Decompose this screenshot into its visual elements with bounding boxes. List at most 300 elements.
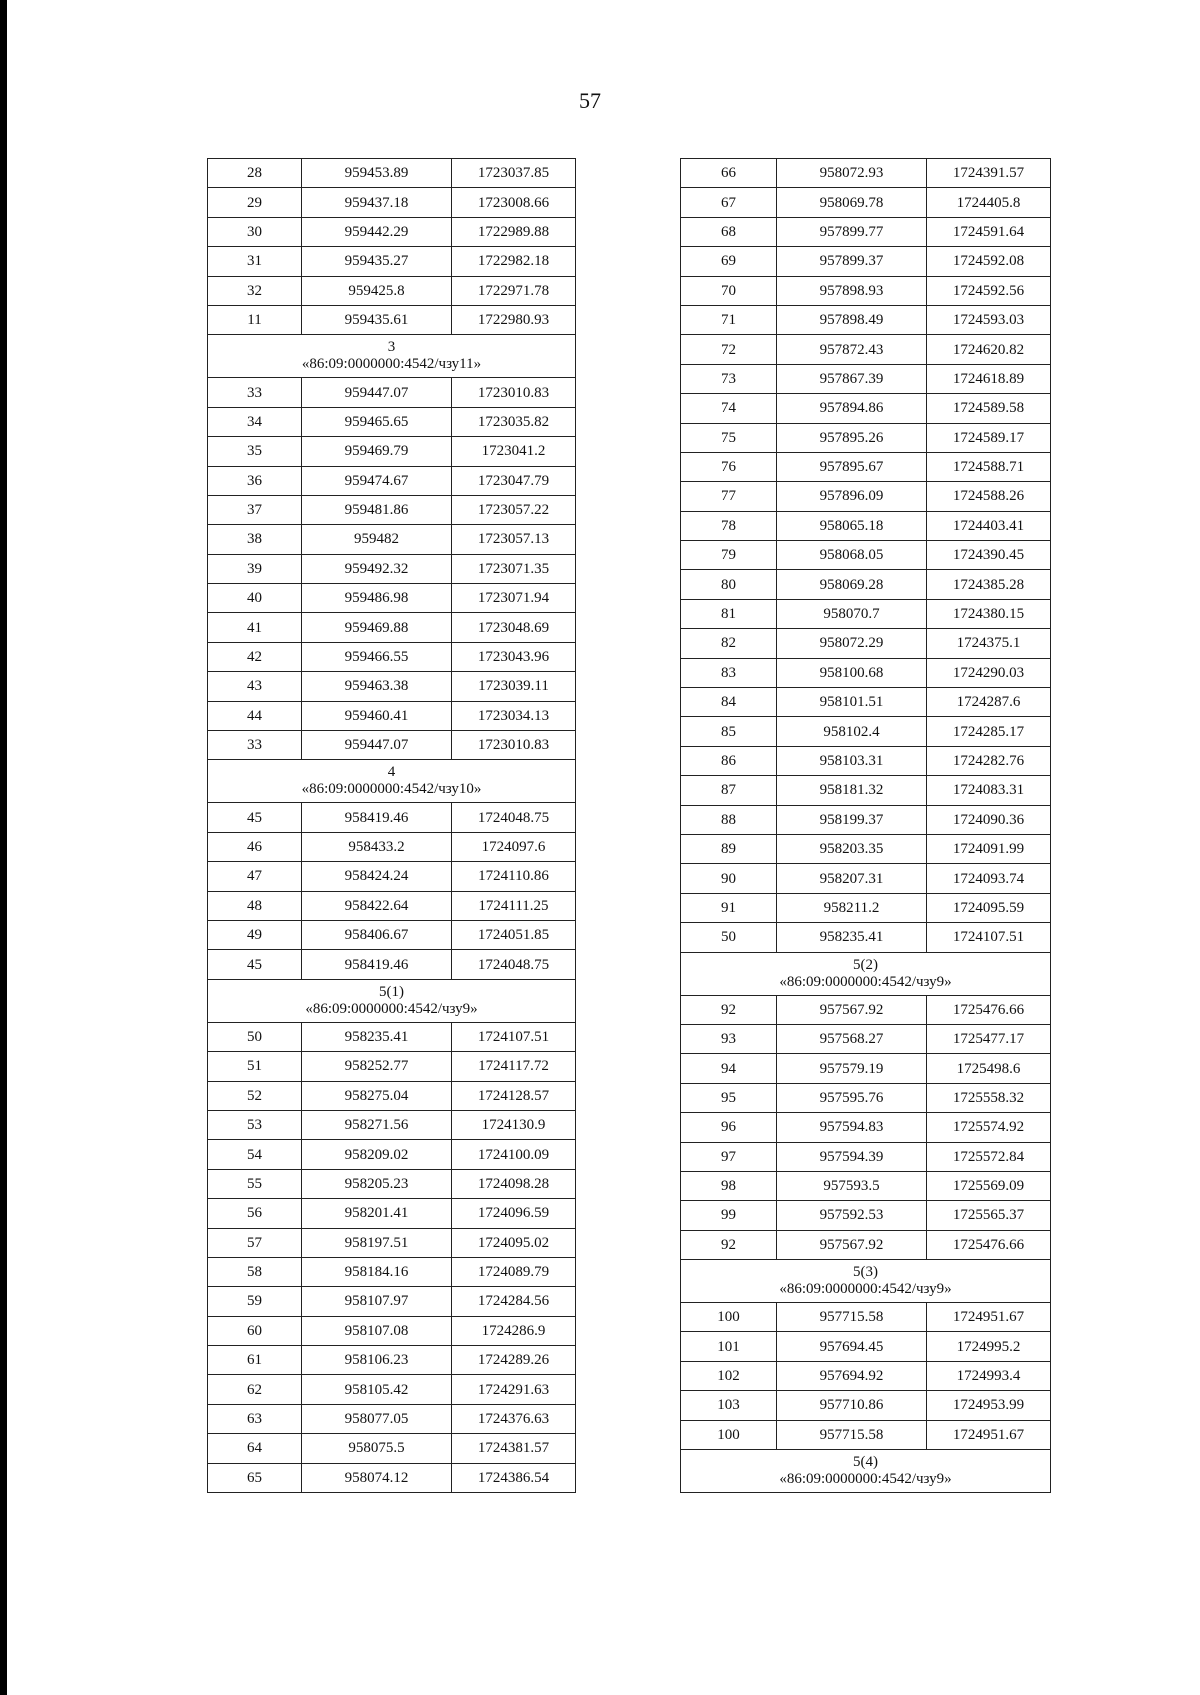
x-coordinate-cell: 958252.77 — [302, 1052, 452, 1081]
x-coordinate-cell: 957694.45 — [777, 1332, 927, 1361]
point-number-cell: 42 — [208, 642, 302, 671]
section-header-cell — [681, 952, 1051, 995]
point-number-cell: 60 — [208, 1316, 302, 1345]
section-header-row — [208, 335, 576, 378]
x-coordinate-cell: 959437.18 — [302, 188, 452, 217]
x-coordinate-cell: 959482 — [302, 525, 452, 554]
table-row — [681, 276, 1051, 305]
point-number-cell: 101 — [681, 1332, 777, 1361]
x-coordinate-cell: 958271.56 — [302, 1110, 452, 1139]
y-coordinate-cell: 1723071.94 — [452, 584, 576, 613]
point-number-cell: 49 — [208, 920, 302, 949]
y-coordinate-cell: 1724951.67 — [927, 1420, 1051, 1449]
table-row — [208, 1463, 576, 1492]
x-coordinate-cell: 958074.12 — [302, 1463, 452, 1492]
section-number: 5(4) — [853, 1454, 878, 1471]
x-coordinate-cell: 958419.46 — [302, 803, 452, 832]
point-number-cell: 69 — [681, 247, 777, 276]
point-number-cell: 64 — [208, 1434, 302, 1463]
table-row — [208, 862, 576, 891]
x-coordinate-cell: 958211.2 — [777, 893, 927, 922]
x-coordinate-cell: 959447.07 — [302, 378, 452, 407]
y-coordinate-cell: 1724130.9 — [452, 1110, 576, 1139]
y-coordinate-cell: 1723048.69 — [452, 613, 576, 642]
point-number-cell: 74 — [681, 394, 777, 423]
x-coordinate-cell: 957898.93 — [777, 276, 927, 305]
table-row — [681, 570, 1051, 599]
y-coordinate-cell: 1724376.63 — [452, 1404, 576, 1433]
table-row — [681, 1024, 1051, 1053]
table-row — [208, 407, 576, 436]
x-coordinate-cell: 957899.77 — [777, 217, 927, 246]
x-coordinate-cell: 957594.83 — [777, 1113, 927, 1142]
table-row — [681, 923, 1051, 952]
point-number-cell: 99 — [681, 1201, 777, 1230]
x-coordinate-cell: 959435.27 — [302, 247, 452, 276]
x-coordinate-cell: 958201.41 — [302, 1199, 452, 1228]
y-coordinate-cell: 1724951.67 — [927, 1303, 1051, 1332]
y-coordinate-cell: 1724291.63 — [452, 1375, 576, 1404]
point-number-cell: 66 — [681, 159, 777, 188]
point-number-cell: 86 — [681, 746, 777, 775]
y-coordinate-cell: 1724090.36 — [927, 805, 1051, 834]
y-coordinate-cell: 1723057.13 — [452, 525, 576, 554]
x-coordinate-cell: 957568.27 — [777, 1024, 927, 1053]
section-number: 3 — [387, 339, 396, 356]
y-coordinate-cell: 1724048.75 — [452, 803, 576, 832]
table-row — [208, 525, 576, 554]
point-number-cell: 55 — [208, 1169, 302, 1198]
y-coordinate-cell: 1724111.25 — [452, 891, 576, 920]
x-coordinate-cell: 958235.41 — [777, 923, 927, 952]
point-number-cell: 61 — [208, 1346, 302, 1375]
section-number: 5(1) — [379, 983, 404, 1000]
x-coordinate-cell: 958419.46 — [302, 950, 452, 979]
point-number-cell: 47 — [208, 862, 302, 891]
x-coordinate-cell: 958197.51 — [302, 1228, 452, 1257]
y-coordinate-cell: 1724995.2 — [927, 1332, 1051, 1361]
point-number-cell: 76 — [681, 452, 777, 481]
table-row — [681, 1142, 1051, 1171]
table-row — [208, 437, 576, 466]
y-coordinate-cell: 1724993.4 — [927, 1361, 1051, 1390]
y-coordinate-cell: 1724287.6 — [927, 688, 1051, 717]
x-coordinate-cell: 957867.39 — [777, 364, 927, 393]
table-row — [681, 893, 1051, 922]
y-coordinate-cell: 1724390.45 — [927, 541, 1051, 570]
point-number-cell: 96 — [681, 1113, 777, 1142]
y-coordinate-cell: 1723010.83 — [452, 731, 576, 760]
y-coordinate-cell: 1724592.56 — [927, 276, 1051, 305]
y-coordinate-cell: 1722980.93 — [452, 305, 576, 334]
y-coordinate-cell: 1724405.8 — [927, 188, 1051, 217]
y-coordinate-cell: 1724117.72 — [452, 1052, 576, 1081]
table-row — [208, 188, 576, 217]
point-number-cell: 59 — [208, 1287, 302, 1316]
table-row — [681, 1420, 1051, 1449]
x-coordinate-cell: 958424.24 — [302, 862, 452, 891]
x-coordinate-cell: 957694.92 — [777, 1361, 927, 1390]
point-number-cell: 79 — [681, 541, 777, 570]
point-number-cell: 50 — [208, 1022, 302, 1051]
point-number-cell: 56 — [208, 1199, 302, 1228]
x-coordinate-cell: 958077.05 — [302, 1404, 452, 1433]
y-coordinate-cell: 1724290.03 — [927, 658, 1051, 687]
y-coordinate-cell: 1725498.6 — [927, 1054, 1051, 1083]
table-row — [208, 378, 576, 407]
y-coordinate-cell: 1724591.64 — [927, 217, 1051, 246]
table-row — [208, 701, 576, 730]
section-cadastral-id: «86:09:0000000:4542/чзу9» — [779, 973, 952, 990]
point-number-cell: 72 — [681, 335, 777, 364]
table-row — [208, 613, 576, 642]
y-coordinate-cell: 1724953.99 — [927, 1391, 1051, 1420]
y-coordinate-cell: 1724097.6 — [452, 832, 576, 861]
table-row — [208, 305, 576, 334]
y-coordinate-cell: 1724588.26 — [927, 482, 1051, 511]
table-row — [681, 1201, 1051, 1230]
x-coordinate-cell: 957593.5 — [777, 1171, 927, 1200]
table-row — [208, 1052, 576, 1081]
y-coordinate-cell: 1724051.85 — [452, 920, 576, 949]
x-coordinate-cell: 958199.37 — [777, 805, 927, 834]
coordinates-table-right — [680, 158, 1051, 1493]
x-coordinate-cell: 959453.89 — [302, 159, 452, 188]
point-number-cell: 54 — [208, 1140, 302, 1169]
section-cadastral-id: «86:09:0000000:4542/чзу11» — [301, 356, 482, 373]
section-header-cell — [208, 979, 576, 1022]
y-coordinate-cell: 1724093.74 — [927, 864, 1051, 893]
table-row — [681, 217, 1051, 246]
x-coordinate-cell: 958184.16 — [302, 1257, 452, 1286]
y-coordinate-cell: 1724107.51 — [452, 1022, 576, 1051]
point-number-cell: 46 — [208, 832, 302, 861]
table-row — [681, 423, 1051, 452]
point-number-cell: 75 — [681, 423, 777, 452]
table-row — [681, 1083, 1051, 1112]
table-row — [681, 452, 1051, 481]
x-coordinate-cell: 958235.41 — [302, 1022, 452, 1051]
point-number-cell: 48 — [208, 891, 302, 920]
y-coordinate-cell: 1723071.35 — [452, 554, 576, 583]
table-row — [208, 1434, 576, 1463]
table-row — [208, 247, 576, 276]
point-number-cell: 77 — [681, 482, 777, 511]
point-number-cell: 88 — [681, 805, 777, 834]
x-coordinate-cell: 958069.28 — [777, 570, 927, 599]
table-row — [681, 995, 1051, 1024]
section-header-cell — [681, 1260, 1051, 1303]
y-coordinate-cell: 1724110.86 — [452, 862, 576, 891]
x-coordinate-cell: 958209.02 — [302, 1140, 452, 1169]
y-coordinate-cell: 1725476.66 — [927, 1230, 1051, 1259]
table-row — [681, 746, 1051, 775]
point-number-cell: 38 — [208, 525, 302, 554]
point-number-cell: 102 — [681, 1361, 777, 1390]
point-number-cell: 52 — [208, 1081, 302, 1110]
section-cadastral-id: «86:09:0000000:4542/чзу9» — [305, 1000, 478, 1017]
x-coordinate-cell: 958107.97 — [302, 1287, 452, 1316]
table-row — [208, 1375, 576, 1404]
y-coordinate-cell: 1724098.28 — [452, 1169, 576, 1198]
x-coordinate-cell: 958101.51 — [777, 688, 927, 717]
y-coordinate-cell: 1724385.28 — [927, 570, 1051, 599]
table-row — [208, 1228, 576, 1257]
x-coordinate-cell: 958275.04 — [302, 1081, 452, 1110]
section-header-row — [681, 952, 1051, 995]
point-number-cell: 63 — [208, 1404, 302, 1433]
table-row — [681, 864, 1051, 893]
table-row — [208, 554, 576, 583]
table-row — [208, 642, 576, 671]
y-coordinate-cell: 1722971.78 — [452, 276, 576, 305]
x-coordinate-cell: 957896.09 — [777, 482, 927, 511]
point-number-cell: 33 — [208, 378, 302, 407]
table-row — [681, 1303, 1051, 1332]
point-number-cell: 68 — [681, 217, 777, 246]
point-number-cell: 70 — [681, 276, 777, 305]
table-row — [208, 1316, 576, 1345]
x-coordinate-cell: 957894.86 — [777, 394, 927, 423]
y-coordinate-cell: 1724403.41 — [927, 511, 1051, 540]
point-number-cell: 53 — [208, 1110, 302, 1139]
point-number-cell: 97 — [681, 1142, 777, 1171]
point-number-cell: 83 — [681, 658, 777, 687]
y-coordinate-cell: 1724128.57 — [452, 1081, 576, 1110]
x-coordinate-cell: 958072.29 — [777, 629, 927, 658]
y-coordinate-cell: 1724107.51 — [927, 923, 1051, 952]
y-coordinate-cell: 1725574.92 — [927, 1113, 1051, 1142]
x-coordinate-cell: 958103.31 — [777, 746, 927, 775]
y-coordinate-cell: 1723043.96 — [452, 642, 576, 671]
table-row — [208, 159, 576, 188]
table-row — [208, 731, 576, 760]
y-coordinate-cell: 1724284.56 — [452, 1287, 576, 1316]
y-coordinate-cell: 1724285.17 — [927, 717, 1051, 746]
point-number-cell: 43 — [208, 672, 302, 701]
table-row — [681, 305, 1051, 334]
table-row — [208, 1169, 576, 1198]
section-header-cell — [681, 1450, 1051, 1493]
table-row — [681, 511, 1051, 540]
y-coordinate-cell: 1722982.18 — [452, 247, 576, 276]
x-coordinate-cell: 958181.32 — [777, 776, 927, 805]
table-row — [208, 1140, 576, 1169]
point-number-cell: 44 — [208, 701, 302, 730]
y-coordinate-cell: 1725572.84 — [927, 1142, 1051, 1171]
y-coordinate-cell: 1724375.1 — [927, 629, 1051, 658]
x-coordinate-cell: 959447.07 — [302, 731, 452, 760]
y-coordinate-cell: 1723010.83 — [452, 378, 576, 407]
point-number-cell: 87 — [681, 776, 777, 805]
x-coordinate-cell: 958105.42 — [302, 1375, 452, 1404]
x-coordinate-cell: 959460.41 — [302, 701, 452, 730]
x-coordinate-cell: 958205.23 — [302, 1169, 452, 1198]
table-row — [208, 584, 576, 613]
x-coordinate-cell: 957715.58 — [777, 1420, 927, 1449]
table-row — [208, 1257, 576, 1286]
table-row — [681, 482, 1051, 511]
table-row — [681, 658, 1051, 687]
table-row — [208, 1022, 576, 1051]
point-number-cell: 29 — [208, 188, 302, 217]
table-row — [208, 1199, 576, 1228]
table-row — [208, 1346, 576, 1375]
x-coordinate-cell: 957567.92 — [777, 995, 927, 1024]
section-cadastral-id: «86:09:0000000:4542/чзу9» — [779, 1471, 952, 1488]
point-number-cell: 30 — [208, 217, 302, 246]
point-number-cell: 65 — [208, 1463, 302, 1492]
section-cadastral-id: «86:09:0000000:4542/чзу10» — [301, 781, 482, 798]
point-number-cell: 100 — [681, 1303, 777, 1332]
table-row — [681, 599, 1051, 628]
y-coordinate-cell: 1723008.66 — [452, 188, 576, 217]
point-number-cell: 37 — [208, 495, 302, 524]
x-coordinate-cell: 958106.23 — [302, 1346, 452, 1375]
point-number-cell: 11 — [208, 305, 302, 334]
x-coordinate-cell: 959481.86 — [302, 495, 452, 524]
x-coordinate-cell: 957895.67 — [777, 452, 927, 481]
x-coordinate-cell: 959442.29 — [302, 217, 452, 246]
table-row — [681, 629, 1051, 658]
y-coordinate-cell: 1724083.31 — [927, 776, 1051, 805]
point-number-cell: 41 — [208, 613, 302, 642]
y-coordinate-cell: 1724592.08 — [927, 247, 1051, 276]
point-number-cell: 85 — [681, 717, 777, 746]
point-number-cell: 82 — [681, 629, 777, 658]
section-header-cell — [208, 760, 576, 803]
y-coordinate-cell: 1723041.2 — [452, 437, 576, 466]
x-coordinate-cell: 959435.61 — [302, 305, 452, 334]
point-number-cell: 58 — [208, 1257, 302, 1286]
x-coordinate-cell: 959465.65 — [302, 407, 452, 436]
x-coordinate-cell: 957567.92 — [777, 1230, 927, 1259]
x-coordinate-cell: 958065.18 — [777, 511, 927, 540]
y-coordinate-cell: 1725569.09 — [927, 1171, 1051, 1200]
y-coordinate-cell: 1723039.11 — [452, 672, 576, 701]
x-coordinate-cell: 957898.49 — [777, 305, 927, 334]
y-coordinate-cell: 1724095.59 — [927, 893, 1051, 922]
y-coordinate-cell: 1724593.03 — [927, 305, 1051, 334]
point-number-cell: 71 — [681, 305, 777, 334]
section-header-cell — [208, 335, 576, 378]
table-row — [208, 672, 576, 701]
x-coordinate-cell: 958406.67 — [302, 920, 452, 949]
y-coordinate-cell: 1724286.9 — [452, 1316, 576, 1345]
point-number-cell: 39 — [208, 554, 302, 583]
table-row — [681, 247, 1051, 276]
y-coordinate-cell: 1724100.09 — [452, 1140, 576, 1169]
x-coordinate-cell: 959469.79 — [302, 437, 452, 466]
section-header-row — [681, 1450, 1051, 1493]
section-number: 4 — [387, 764, 396, 781]
section-header-row — [208, 760, 576, 803]
y-coordinate-cell: 1724282.76 — [927, 746, 1051, 775]
point-number-cell: 91 — [681, 893, 777, 922]
point-number-cell: 51 — [208, 1052, 302, 1081]
table-row — [681, 1054, 1051, 1083]
x-coordinate-cell: 959425.8 — [302, 276, 452, 305]
table-row — [681, 1391, 1051, 1420]
x-coordinate-cell: 958422.64 — [302, 891, 452, 920]
y-coordinate-cell: 1722989.88 — [452, 217, 576, 246]
point-number-cell: 40 — [208, 584, 302, 613]
y-coordinate-cell: 1724381.57 — [452, 1434, 576, 1463]
point-number-cell: 62 — [208, 1375, 302, 1404]
table-row — [208, 1110, 576, 1139]
table-row — [681, 159, 1051, 188]
section-header-row — [681, 1260, 1051, 1303]
table-row — [208, 217, 576, 246]
y-coordinate-cell: 1723057.22 — [452, 495, 576, 524]
point-number-cell: 45 — [208, 803, 302, 832]
x-coordinate-cell: 958068.05 — [777, 541, 927, 570]
y-coordinate-cell: 1725558.32 — [927, 1083, 1051, 1112]
y-coordinate-cell: 1724391.57 — [927, 159, 1051, 188]
x-coordinate-cell: 958433.2 — [302, 832, 452, 861]
x-coordinate-cell: 958207.31 — [777, 864, 927, 893]
point-number-cell: 84 — [681, 688, 777, 717]
table-row — [681, 834, 1051, 863]
section-header-row — [208, 979, 576, 1022]
y-coordinate-cell: 1724386.54 — [452, 1463, 576, 1492]
table-row — [681, 188, 1051, 217]
point-number-cell: 89 — [681, 834, 777, 863]
y-coordinate-cell: 1725565.37 — [927, 1201, 1051, 1230]
point-number-cell: 33 — [208, 731, 302, 760]
y-coordinate-cell: 1724380.15 — [927, 599, 1051, 628]
point-number-cell: 73 — [681, 364, 777, 393]
y-coordinate-cell: 1724589.17 — [927, 423, 1051, 452]
x-coordinate-cell: 958072.93 — [777, 159, 927, 188]
x-coordinate-cell: 958070.7 — [777, 599, 927, 628]
x-coordinate-cell: 957899.37 — [777, 247, 927, 276]
page-number: 57 — [579, 88, 601, 113]
table-row — [681, 1361, 1051, 1390]
table-row — [208, 950, 576, 979]
point-number-cell: 36 — [208, 466, 302, 495]
table-row — [208, 832, 576, 861]
point-number-cell: 100 — [681, 1420, 777, 1449]
section-number: 5(3) — [853, 1264, 878, 1281]
table-row — [208, 495, 576, 524]
x-coordinate-cell: 957872.43 — [777, 335, 927, 364]
y-coordinate-cell: 1724096.59 — [452, 1199, 576, 1228]
table-row — [681, 1230, 1051, 1259]
y-coordinate-cell: 1724048.75 — [452, 950, 576, 979]
x-coordinate-cell: 959492.32 — [302, 554, 452, 583]
table-row — [681, 394, 1051, 423]
y-coordinate-cell: 1724095.02 — [452, 1228, 576, 1257]
y-coordinate-cell: 1725477.17 — [927, 1024, 1051, 1053]
table-row — [208, 891, 576, 920]
table-row — [681, 541, 1051, 570]
coordinates-table-left — [207, 158, 576, 1493]
y-coordinate-cell: 1724089.79 — [452, 1257, 576, 1286]
table-row — [208, 1404, 576, 1433]
table-row — [681, 688, 1051, 717]
table-row — [208, 803, 576, 832]
x-coordinate-cell: 959469.88 — [302, 613, 452, 642]
x-coordinate-cell: 957715.58 — [777, 1303, 927, 1332]
y-coordinate-cell: 1724091.99 — [927, 834, 1051, 863]
point-number-cell: 78 — [681, 511, 777, 540]
point-number-cell: 67 — [681, 188, 777, 217]
y-coordinate-cell: 1724620.82 — [927, 335, 1051, 364]
y-coordinate-cell: 1724589.58 — [927, 394, 1051, 423]
y-coordinate-cell: 1723037.85 — [452, 159, 576, 188]
table-row — [681, 364, 1051, 393]
